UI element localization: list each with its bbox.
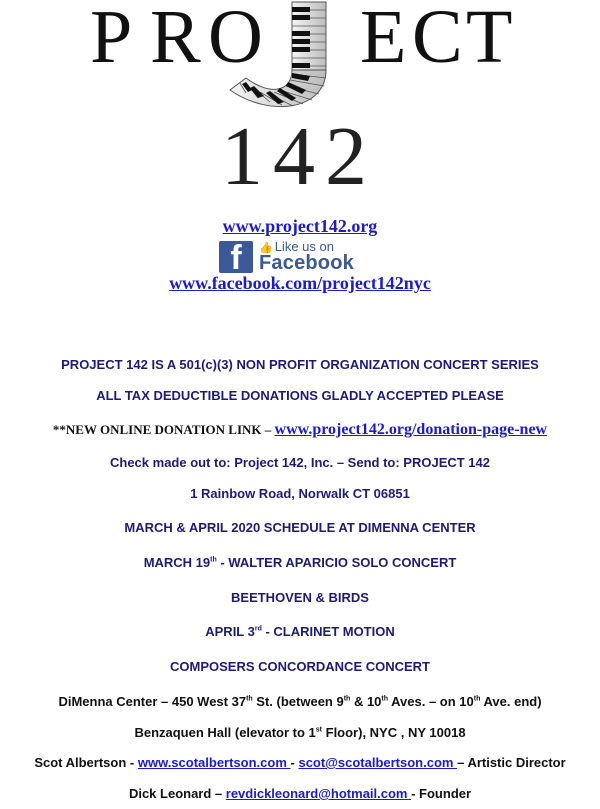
dick-contact-line xyxy=(0,786,600,801)
scot-email-link[interactable]: scot@scotalbertson.com xyxy=(298,755,458,770)
ordinal-suffix: th xyxy=(381,695,389,703)
ordinal-suffix: st xyxy=(315,726,323,734)
dick-role: - Founder xyxy=(411,786,472,801)
facebook-name: Facebook xyxy=(259,252,354,274)
separator: - xyxy=(290,755,299,770)
beethoven-line: BEETHOVEN & BIRDS xyxy=(231,590,369,605)
piano-j-logo-icon xyxy=(200,0,360,115)
venue-text: St. (between 9 xyxy=(252,694,344,709)
ordinal-suffix: th xyxy=(473,695,481,703)
dick-name: Dick Leonard – xyxy=(128,786,226,801)
nonprofit-line: PROJECT 142 IS A 501(c)(3) NON PROFIT ORGANIZATION CONCERT SERIES xyxy=(61,357,539,372)
logo-letter: P xyxy=(90,0,133,79)
donations-line: ALL TAX DEDUCTIBLE DONATIONS GLADLY ACCEPTED PLEASE xyxy=(96,388,504,403)
online-donation-link[interactable]: www.project142.org/donation-page-new xyxy=(274,421,548,438)
hall-line xyxy=(0,725,600,740)
logo-letter: C xyxy=(412,0,463,79)
april-concert-line xyxy=(0,624,600,639)
april-title: - CLARINET MOTION xyxy=(261,624,395,639)
online-donation-line xyxy=(0,421,600,439)
ordinal-suffix: th xyxy=(210,556,217,564)
logo-letter: O xyxy=(208,0,263,79)
check-line: Check made out to: Project 142, Inc. – Send to: PROJECT 142 xyxy=(110,455,490,470)
march-title: - WALTER APARICIO SOLO CONCERT xyxy=(216,555,457,570)
ordinal-suffix: th xyxy=(343,695,351,703)
thumbs-up-icon: 👍 xyxy=(259,242,273,254)
venue-text: & 10 xyxy=(350,694,382,709)
address-line: 1 Rainbow Road, Norwalk CT 06851 xyxy=(190,486,410,501)
venue-line xyxy=(0,694,600,709)
scot-website-link[interactable]: www.scotalbertson.com xyxy=(137,755,291,770)
facebook-like-badge[interactable] xyxy=(219,239,365,277)
website-link[interactable]: www.project142.org xyxy=(222,216,378,236)
hall-text: Benzaquen Hall (elevator to 1 xyxy=(134,725,316,740)
march-date: MARCH 19 xyxy=(143,555,211,570)
facebook-f-icon: f xyxy=(219,241,253,273)
hall-text: Floor), NYC , NY 10018 xyxy=(322,725,466,740)
like-label: Like us on xyxy=(274,239,334,254)
logo-number: 142 xyxy=(221,110,377,203)
facebook-page-link[interactable]: www.facebook.com/project142nyc xyxy=(169,273,431,293)
composers-line: COMPOSERS CONCORDANCE CONCERT xyxy=(169,659,430,674)
ordinal-suffix: rd xyxy=(254,625,262,633)
logo-letter: R xyxy=(150,0,201,79)
online-donation-prefix: **NEW ONLINE DONATION LINK – xyxy=(52,422,275,437)
schedule-heading: MARCH & APRIL 2020 SCHEDULE AT DIMENNA CENTER xyxy=(124,520,476,535)
march-concert-line xyxy=(0,555,600,570)
scot-role: – Artistic Director xyxy=(457,755,566,770)
logo-letter: E xyxy=(360,0,407,79)
venue-text: Aves. – on 10 xyxy=(388,694,474,709)
dick-email-link[interactable]: revdickleonard@hotmail.com xyxy=(225,786,412,801)
logo-letter: T xyxy=(466,0,513,79)
scot-contact-line xyxy=(0,755,600,770)
ordinal-suffix: th xyxy=(246,695,253,703)
venue-text: Ave. end) xyxy=(480,694,542,709)
april-date: APRIL 3 xyxy=(205,624,255,639)
venue-text: DiMenna Center – 450 West 37 xyxy=(58,694,247,709)
scot-name: Scot Albertson - xyxy=(34,755,138,770)
